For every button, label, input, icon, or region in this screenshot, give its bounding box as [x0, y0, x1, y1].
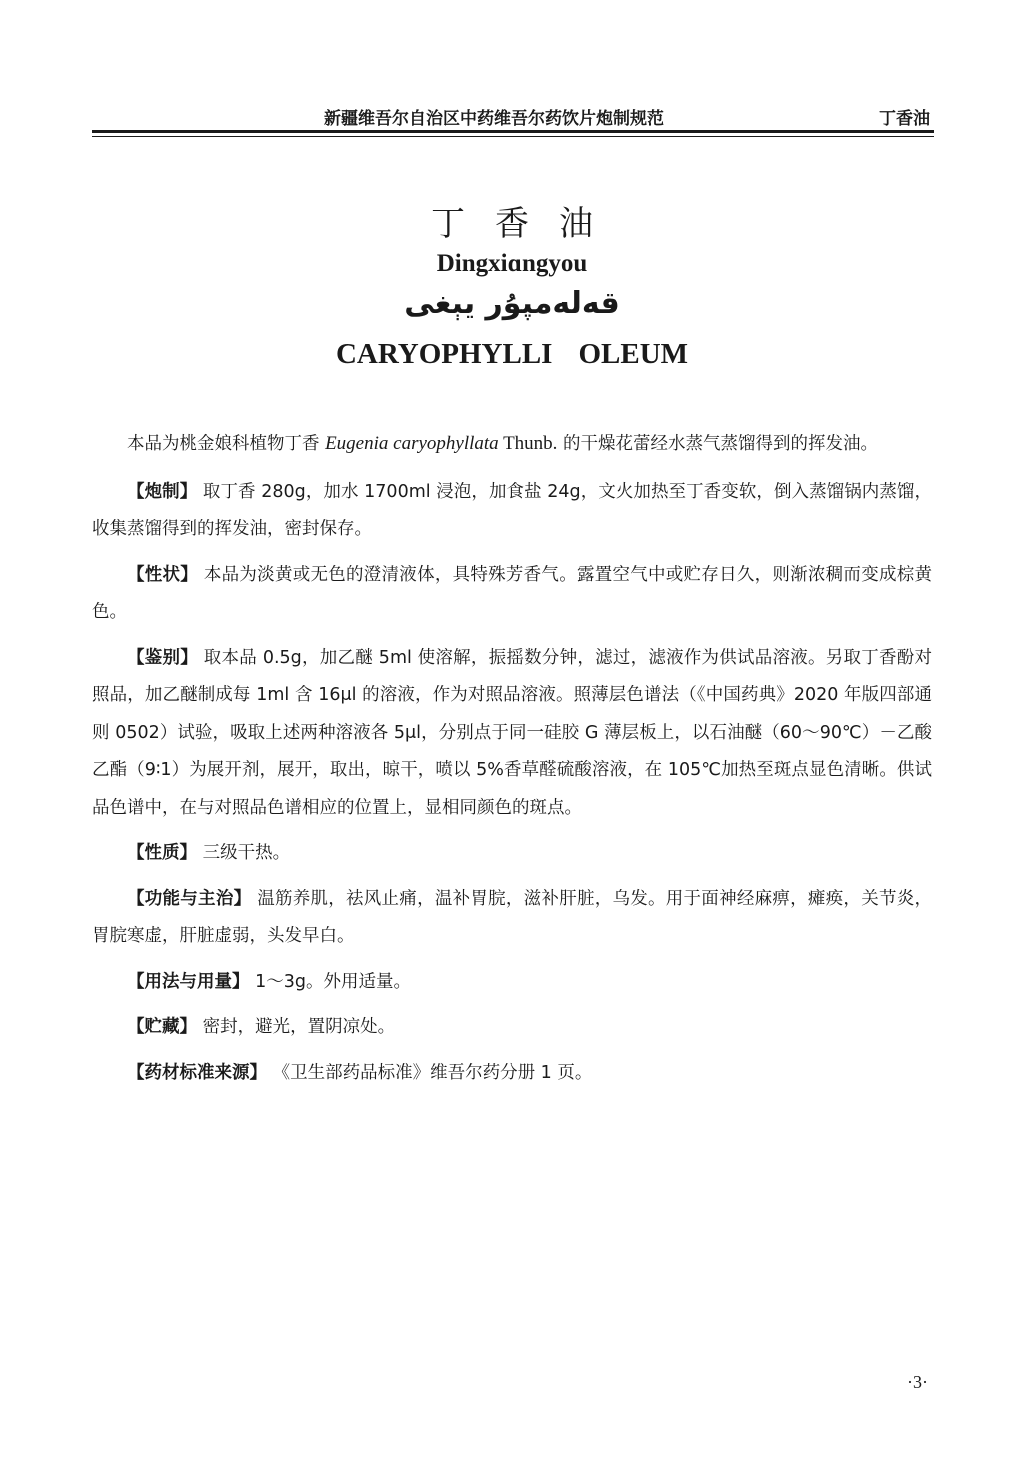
section-label: 【药材标准来源】 [127, 1062, 267, 1083]
header-entry-name: 丁香油 [879, 109, 930, 129]
section-text: 温筋养肌，祛风止痛，温补胃脘，滋补肝脏，乌发。用于面神经麻痹，瘫痪，关节炎，胃脘寒虚，肝脏虚弱，头发早白。 [92, 888, 932, 946]
intro-author: Thunb. [498, 433, 558, 454]
section-text: 取本品 0.5g，加乙醚 5ml 使溶解，振摇数分钟，滤过，滤液作为供试品溶液。另取丁香酚对照品，加乙醚制成每 1ml 含 16μl 的溶液，作为对照品溶液。照薄层色谱法（《中国药典》2020 年版四部通则 0502）试验，吸取上述两种溶液各 5μl，分别点于同一硅胶 G 薄层板上，以石油醚（60～90℃）－乙酸乙酯（9∶1）为展开剂，展开，取出，晾干，喷以 5%香草醛硫酸溶液，在 105℃加热至斑点显色清晰。供试品色谱中，在与对照品色谱相应的位置上，显相同颜色的斑点。 [92, 647, 932, 818]
title-latin-part2: OLEUM [578, 338, 689, 370]
title-pinyin: Dingxiɑngyou [436, 250, 588, 277]
section-label: 【性状】 [127, 564, 199, 585]
section-text: 1～3g。外用适量。 [255, 971, 411, 992]
section-source [92, 1055, 932, 1093]
page-number: ·3· [907, 1372, 928, 1392]
section-text: 三级干热。 [202, 843, 291, 863]
section-characteristics [92, 557, 932, 632]
section-text: 本品为淡黄或无色的澄清液体，具特殊芳香气。露置空气中或贮存日久，则渐浓稠而变成棕黄色。 [92, 564, 932, 622]
section-label: 【性质】 [127, 843, 197, 863]
title-latin [0, 338, 1024, 371]
running-header [92, 104, 932, 128]
section-storage [92, 1009, 932, 1047]
section-identification [92, 640, 932, 828]
section-text: 《卫生部药品标准》维吾尔药分册 1 页。 [272, 1062, 593, 1083]
section-processing [92, 474, 932, 549]
section-label: 【贮藏】 [127, 1017, 197, 1037]
title-uyghur: قەلەمپۇر يېغى [404, 286, 620, 321]
monograph-body [92, 425, 932, 1100]
section-label: 【鉴别】 [127, 647, 198, 668]
section-functions [92, 881, 932, 956]
header-rule-thin [92, 136, 934, 137]
intro-latin-name: Eugenia caryophyllata [325, 433, 499, 454]
title-chinese: 丁香油 [431, 204, 623, 244]
book-title: 新疆维吾尔自治区中药维吾尔药饮片炮制规范 [324, 109, 664, 129]
title-latin-part1: CARYOPHYLLI [335, 338, 553, 370]
header-rule-thick [92, 130, 934, 133]
section-label: 【炮制】 [127, 481, 198, 502]
section-text: 取丁香 280g，加水 1700ml 浸泡，加食盐 24g，文火加热至丁香变软，倒入蒸馏锅内蒸馏，收集蒸馏得到的挥发油，密封保存。 [92, 481, 932, 539]
intro-text-after: 的干燥花蕾经水蒸气蒸馏得到的挥发油。 [557, 434, 878, 454]
section-text: 密封，避光，置阴凉处。 [202, 1017, 396, 1037]
intro-text-before: 本品为桃金娘科植物丁香 [127, 434, 326, 454]
section-label: 【用法与用量】 [127, 971, 250, 992]
section-dosage [92, 964, 932, 1002]
intro-paragraph [92, 425, 932, 464]
section-label: 【功能与主治】 [127, 888, 252, 909]
section-property [92, 835, 932, 873]
